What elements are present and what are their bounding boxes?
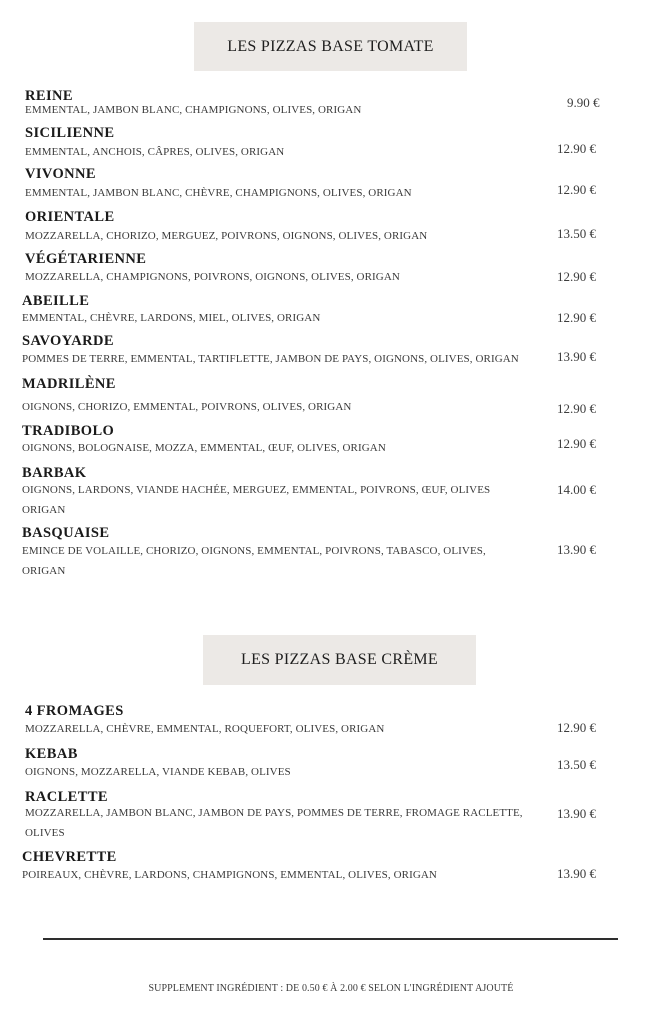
item-name: VIVONNE (25, 166, 96, 182)
item-description: OIGNONS, MOZZARELLA, VIANDE KEBAB, OLIVES (25, 766, 291, 778)
item-price: 12.90 € (557, 310, 596, 325)
item-name: SAVOYARDE (22, 333, 114, 349)
item-name: MADRILÈNE (22, 376, 116, 392)
item-description: EMMENTAL, JAMBON BLANC, CHAMPIGNONS, OLIVES, ORIGAN (25, 104, 362, 116)
item-description: MOZZARELLA, JAMBON BLANC, JAMBON DE PAYS, POMMES DE TERRE, FROMAGE RACLETTE, OLIVES (25, 807, 523, 839)
item-name: 4 FROMAGES (25, 703, 124, 719)
item-price: 13.50 € (557, 226, 596, 241)
item-name: KEBAB (25, 746, 78, 762)
item-price: 12.90 € (557, 401, 596, 416)
item-price: 14.00 € (557, 482, 596, 497)
item-description: MOZZARELLA, CHAMPIGNONS, POIVRONS, OIGNONS, OLIVES, ORIGAN (25, 271, 400, 283)
item-description: MOZZARELLA, CHÈVRE, EMMENTAL, ROQUEFORT, OLIVES, ORIGAN (25, 723, 385, 735)
item-description: OIGNONS, BOLOGNAISE, MOZZA, EMMENTAL, ŒUF, OLIVES, ORIGAN (22, 442, 386, 454)
section-title-creme (203, 635, 476, 685)
item-price: 12.90 € (557, 436, 596, 451)
item-price: 13.90 € (557, 806, 596, 821)
item-name: ABEILLE (22, 293, 90, 309)
item-price: 13.50 € (557, 757, 596, 772)
item-description: OIGNONS, LARDONS, VIANDE HACHÉE, MERGUEZ, EMMENTAL, POIVRONS, ŒUF, OLIVES ORIGAN (22, 484, 491, 516)
item-name: REINE (25, 88, 73, 104)
item-price: 13.90 € (557, 542, 596, 557)
item-description: MOZZARELLA, CHORIZO, MERGUEZ, POIVRONS, OIGNONS, OLIVES, ORIGAN (25, 230, 428, 242)
item-description: EMMENTAL, CHÈVRE, LARDONS, MIEL, OLIVES, ORIGAN (22, 312, 321, 324)
item-name: BARBAK (22, 465, 87, 481)
item-name: RACLETTE (25, 789, 108, 805)
item-description: EMMENTAL, JAMBON BLANC, CHÈVRE, CHAMPIGNONS, OLIVES, ORIGAN (25, 187, 412, 199)
item-price: 13.90 € (557, 866, 596, 881)
item-description: EMMENTAL, ANCHOIS, CÂPRES, OLIVES, ORIGAN (25, 146, 285, 158)
item-name: BASQUAISE (22, 525, 110, 541)
section-title-tomate (194, 22, 467, 71)
item-name: SICILIENNE (25, 125, 115, 141)
item-price: 9.90 € (567, 95, 600, 110)
item-description: POIREAUX, CHÈVRE, LARDONS, CHAMPIGNONS, EMMENTAL, OLIVES, ORIGAN (22, 869, 437, 881)
item-price: 12.90 € (557, 141, 596, 156)
item-description: EMINCE DE VOLAILLE, CHORIZO, OIGNONS, EMMENTAL, POIVRONS, TABASCO, OLIVES, ORIGAN (22, 545, 486, 577)
item-name: ORIENTALE (25, 209, 115, 225)
section-title-text: LES PIZZAS BASE TOMATE (227, 37, 434, 55)
item-name: TRADIBOLO (22, 423, 115, 439)
item-description: POMMES DE TERRE, EMMENTAL, TARTIFLETTE, JAMBON DE PAYS, OIGNONS, OLIVES, ORIGAN (22, 353, 519, 365)
item-price: 12.90 € (557, 269, 596, 284)
item-price: 13.90 € (557, 349, 596, 364)
footer-divider (43, 938, 618, 940)
item-price: 12.90 € (557, 182, 596, 197)
item-price: 12.90 € (557, 720, 596, 735)
supplement-note: SUPPLEMENT INGRÉDIENT : DE 0.50 € À 2.00 € SELON L'INGRÉDIENT AJOUTÉ (148, 983, 514, 994)
section-title-text: LES PIZZAS BASE CRÈME (241, 651, 438, 668)
item-name: VÉGÉTARIENNE (25, 251, 147, 267)
item-description: OIGNONS, CHORIZO, EMMENTAL, POIVRONS, OLIVES, ORIGAN (22, 401, 352, 413)
item-name: CHEVRETTE (22, 849, 117, 865)
